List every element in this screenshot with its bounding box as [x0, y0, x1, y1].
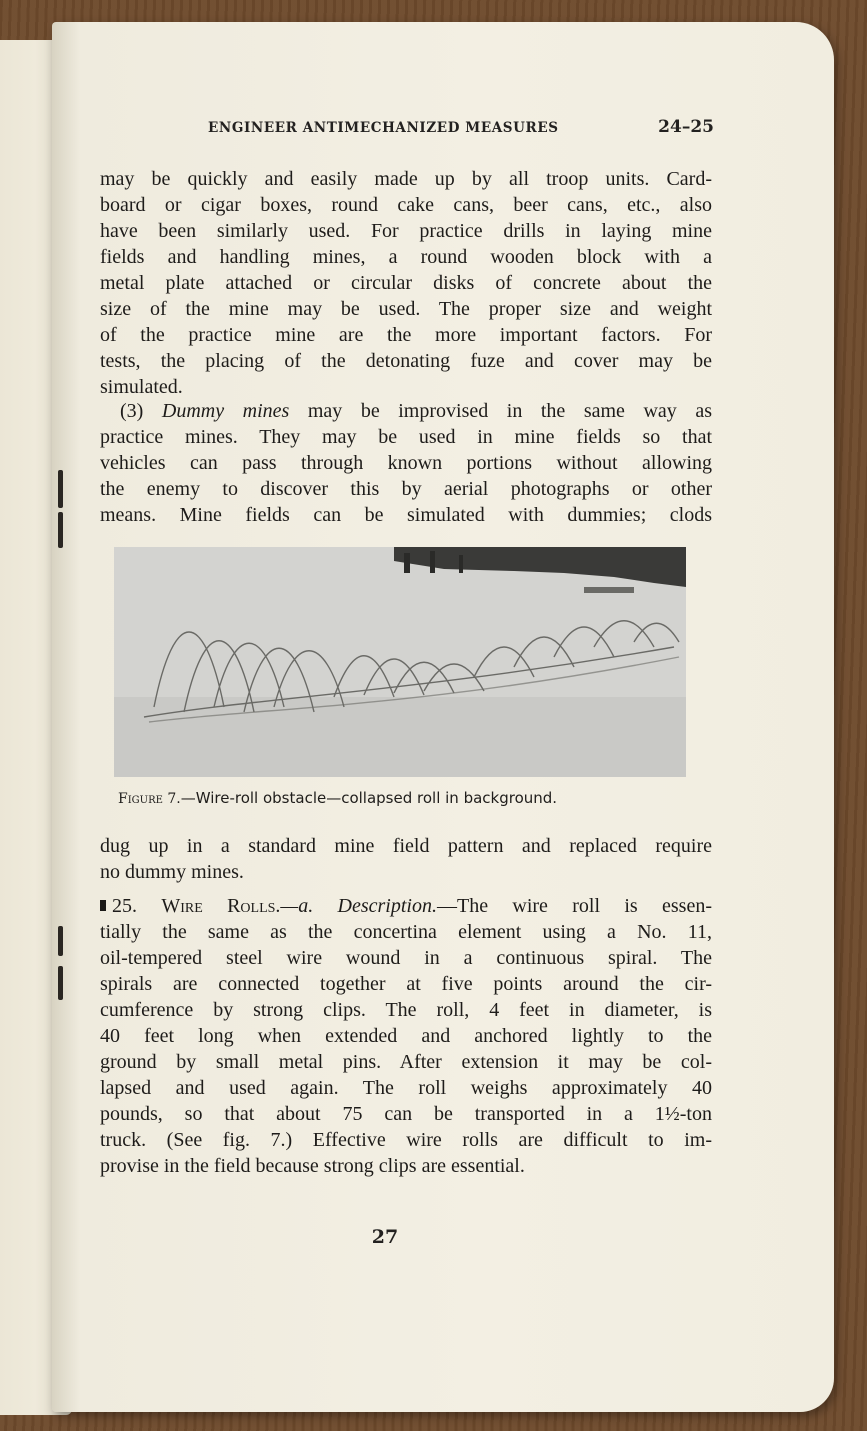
- text-line: have been similarly used. For practice drills in laying mine: [100, 220, 712, 242]
- text-line: board or cigar boxes, round cake cans, beer cans, etc., also: [100, 194, 712, 216]
- text-line: no dummy mines.: [100, 861, 244, 883]
- text-line: [100, 398, 712, 424]
- binding-stitch: [58, 512, 63, 548]
- text-line: may be quickly and easily made up by all troop units. Card-: [100, 168, 712, 190]
- text-line: practice mines. They may be used in mine fields so that: [100, 426, 712, 448]
- text-fragment: may be improvised in the same way as: [307, 400, 713, 422]
- binding-stitch: [58, 966, 63, 1000]
- subsection-label: —a.: [280, 895, 314, 917]
- paragraph-label: (3): [120, 400, 144, 422]
- text-line: oil-tempered steel wire wound in a continuous spiral. The: [100, 947, 712, 969]
- text-line: provise in the field because strong clips are essential.: [100, 1155, 525, 1177]
- text-line: size of the mine may be used. The proper size and weight: [100, 298, 712, 320]
- text-line: simulated.: [100, 376, 183, 398]
- term-dummy-mines: Dummy mines: [161, 400, 290, 422]
- text-line: of the practice mine are the more important factors. For: [100, 324, 712, 346]
- text-line: truck. (See fig. 7.) Effective wire rolls are difficult to im-: [100, 1129, 712, 1151]
- figure-photo-wire-roll: [114, 547, 686, 777]
- text-line: fields and handling mines, a round wooden block with a: [100, 246, 712, 268]
- paragraph-clods: [100, 833, 712, 885]
- running-title: ENGINEER ANTIMECHANIZED MEASURES: [208, 120, 559, 136]
- text-line: vehicles can pass through known portions without allowing: [100, 452, 712, 474]
- running-header: [208, 117, 714, 137]
- text-line: lapsed and used again. The roll weighs approximately 40: [100, 1077, 712, 1099]
- text-line: 40 feet long when extended and anchored lightly to the: [100, 1025, 712, 1047]
- paragraph-wire-rolls: [100, 893, 712, 1179]
- text-line: metal plate attached or circular disks of concrete about the: [100, 272, 712, 294]
- section-heading: Wire Rolls.: [161, 895, 281, 917]
- text-line: [100, 893, 712, 919]
- figure-caption-text: —Wire-roll obstacle—collapsed roll in background.: [180, 789, 558, 807]
- text-fragment: —The wire roll is essen-: [436, 895, 712, 917]
- paragraph-dummy-mines: [100, 398, 712, 528]
- section-marker-icon: [100, 900, 106, 911]
- text-line: cumference by strong clips. The roll, 4 feet in diameter, is: [100, 999, 712, 1021]
- text-line: the enemy to discover this by aerial photographs or other: [100, 478, 712, 500]
- text-line: spirals are connected together at five points around the cir-: [100, 973, 712, 995]
- figure-label: Figure 7.: [118, 791, 181, 807]
- binding-stitch: [58, 470, 63, 508]
- subsection-heading: Description.: [337, 895, 437, 917]
- text-line: ground by small metal pins. After extension it may be col-: [100, 1051, 712, 1073]
- wire-roll-photo-illustration: [114, 547, 686, 777]
- text-line: tially the same as the concertina element using a No. 11,: [100, 921, 712, 943]
- section-number: 25.: [112, 895, 137, 917]
- figure-caption: [118, 789, 688, 807]
- section-range: 24–25: [658, 117, 714, 137]
- text-line: means. Mine fields can be simulated with dummies; clods: [100, 504, 712, 526]
- page-number: 27: [371, 1226, 399, 1248]
- text-line: dug up in a standard mine field pattern and replaced require: [100, 835, 712, 857]
- binding-stitch: [58, 926, 63, 956]
- text-line: tests, the placing of the detonating fuze and cover may be: [100, 350, 712, 372]
- text-line: pounds, so that about 75 can be transported in a 1½-ton: [100, 1103, 712, 1125]
- paragraph-practice-mines: [100, 166, 712, 400]
